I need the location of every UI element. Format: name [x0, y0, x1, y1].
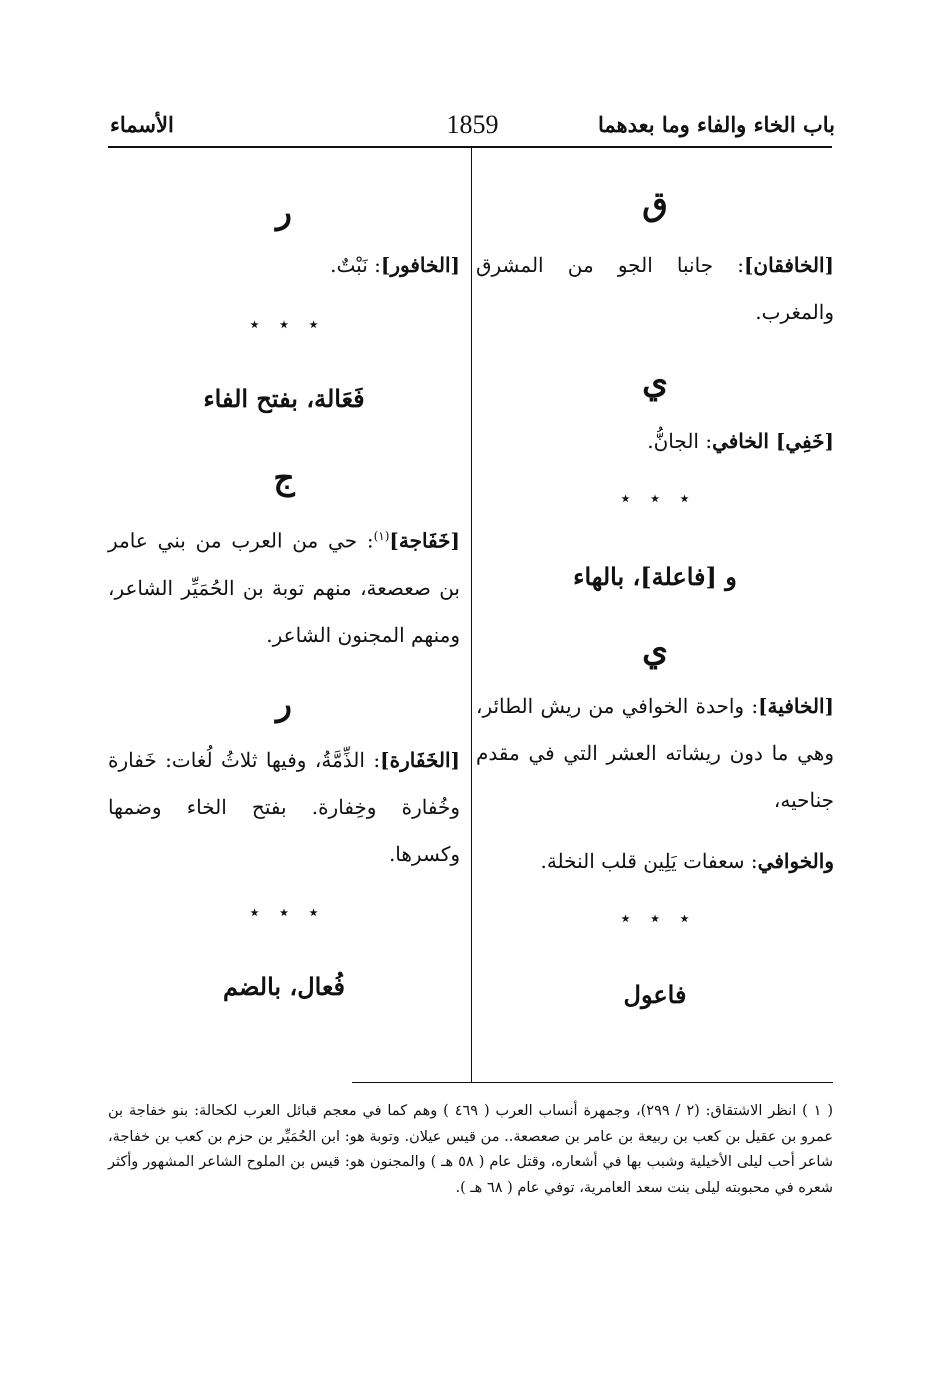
page-number: 1859 [446, 110, 499, 139]
running-head-left: الأسماء [110, 112, 174, 137]
section-heading-fa3ul: فاعول [623, 980, 687, 1009]
entry-definition: : حي من العرب من بني عامر بن صعصعة، منهم توبة بن الحُمَيِّر الشاعر، ومنهم المجنون الشاعر. [108, 528, 460, 647]
entry-keyword: والخوافي [757, 849, 834, 873]
entry-khafi [476, 418, 834, 465]
letter-heading-ra-1: ر [276, 192, 292, 231]
entry-keyword: [خَفِي] الخافي [712, 429, 834, 453]
separator-stars-1-left: ٭ ٭ ٭ [249, 314, 319, 335]
footnote-rule [352, 1082, 833, 1083]
entry-definition: : الذِّمَّةُ، وفيها ثلاثُ لُغات: خَفارة وخُفارة وخِفارة. بفتح الخاء وضمها وكسرها. [108, 748, 460, 866]
entry-definition: : سعفات يَلِين قلب النخلة. [540, 849, 758, 873]
entry-khawafi [476, 838, 834, 885]
footnote-ref[interactable]: (١) [373, 529, 390, 543]
letter-heading-jim: ج [273, 458, 295, 497]
entry-definition: : واحدة الخوافي من ريش الطائر، وهي ما دون ريشاته العشر التي في مقدم جناحيه، [476, 694, 834, 812]
entry-khafiqan [476, 242, 834, 336]
entry-khafur [108, 242, 460, 289]
entry-keyword: [الخافقان] [743, 253, 834, 277]
entry-khafiya [476, 683, 834, 824]
section-heading-fa3ila: و [فاعلة]، بالهاء [573, 562, 737, 591]
running-head-right: باب الخاء والفاء وما بعدهما [598, 112, 835, 137]
letter-heading-ya-2: ي [642, 630, 668, 669]
entry-keyword: [الخافور] [380, 253, 460, 277]
header-rule [108, 146, 832, 148]
entry-definition: : الجانُّ. [647, 429, 713, 453]
section-heading-fu3al: فُعال، بالضم [223, 972, 345, 1001]
separator-stars-2: ٭ ٭ ٭ [620, 908, 690, 929]
entry-definition: : جانبا الجو من المشرق والمغرب. [476, 253, 834, 324]
footnote-1: ( ١ ) انظر الاشتقاق: (٢ / ٢٩٩)، وجمهرة أنساب العرب ( ٤٦٩ ) وهم كما في معجم قبائل العرب لكحالة: بنو خفاجة بن عمرو بن عقيل بن كعب بن ربيعة بن عامر بن صعصعة.. من قيس عيلان. وتوبة هو: ابن الحُمَيِّر بن حزم بن كعب بن خفاجة، شاعر أحب ليلى الأخيلية وشبب بها في أشعاره، وقتل عام ( ٥٨ هـ ) والمجنون هو: قيس بن الملوح الشاعر المشهور وأكثر شعره في محبوبته ليلى بنت سعد العامرية، توفي عام ( ٦٨ هـ ). [108, 1103, 834, 1196]
letter-heading-ra-2: ر [276, 684, 292, 723]
section-heading-fa3ala: فَعَالة، بفتح الفاء [203, 384, 365, 413]
entry-khafara [108, 737, 460, 878]
entry-khafaja [108, 513, 460, 659]
entry-keyword: [الخافية] [758, 694, 834, 718]
entry-keyword: [الخَفَارة] [380, 748, 460, 772]
column-divider [471, 147, 472, 1082]
entry-definition: : نَبْتٌ. [330, 253, 381, 277]
letter-heading-qaf: ق [642, 184, 668, 223]
separator-stars-1: ٭ ٭ ٭ [620, 488, 690, 509]
separator-stars-2-left: ٭ ٭ ٭ [249, 902, 319, 923]
entry-keyword: [خَفَاجة] [389, 528, 460, 553]
letter-heading-ya-1: ي [642, 362, 668, 401]
